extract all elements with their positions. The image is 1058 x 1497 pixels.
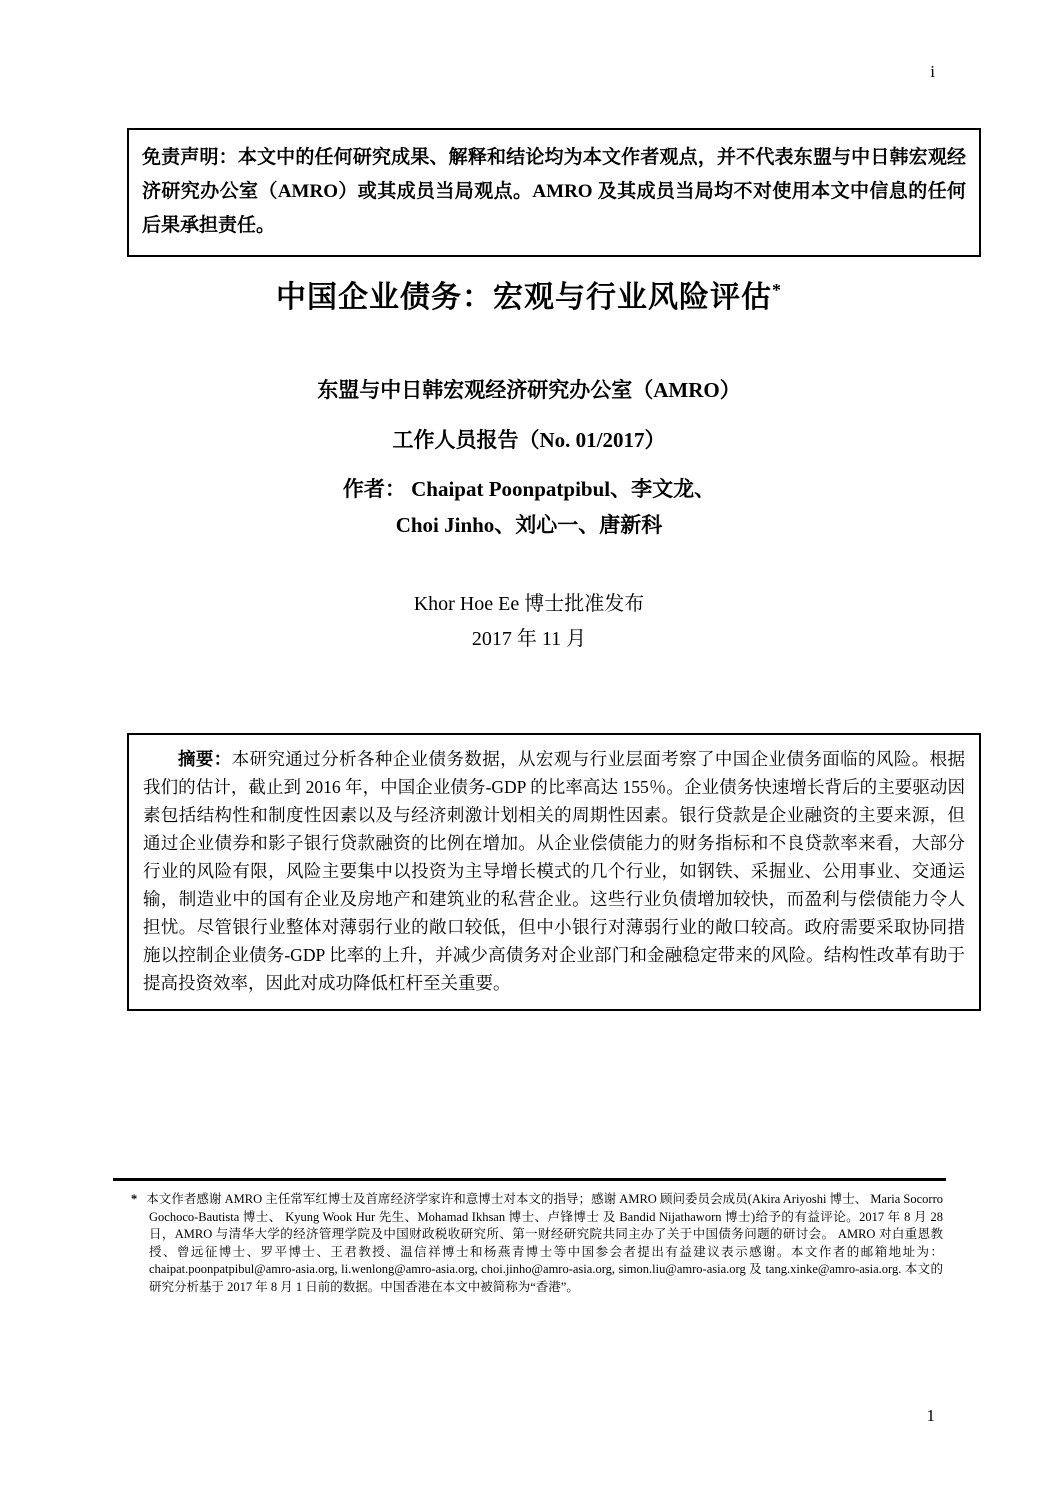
publication-date: 2017 年 11 月: [471, 628, 587, 650]
authors-line-2: Choi Jinho、刘心一、唐新科: [395, 513, 663, 537]
abstract-label: 摘要：: [178, 749, 232, 769]
disclaimer-box: [127, 128, 981, 257]
page-number-top: i: [930, 62, 935, 81]
paper-title-text: 中国企业债务：宏观与行业风险评估: [276, 281, 772, 314]
disclaimer-text: 本文中的任何研究成果、解释和结论均为本文作者观点，并不代表东盟与中日韩宏观经济研究办公室（AMRO）或其成员当局观点。AMRO 及其成员当局均不对使用本文中信息的任何后果承担责任。: [142, 147, 966, 236]
abstract-text: 本研究通过分析各种企业债务数据，从宏观与行业层面考察了中国企业债务面临的风险。根据我们的估计，截止到 2016 年，中国企业债务-GDP 的比率高达 155％。企业债务快速增长背后的主要驱动因素包括结构性和制度性因素以及与经济刺激计划相关的周期性因素。银行贷款是企业融资的主要来源，但通过企业债券和影子银行贷款融资的比例在增加。从企业偿债能力的财务指标和不良贷款率来看，大部分行业的风险有限，风险主要集中以投资为主导增长模式的几个行业，如钢铁、采掘业、公用事业、交通运输，制造业中的国有企业及房地产和建筑业的私营企业。这些行业负债增加较快，而盈利与偿债能力令人担忧。尽管银行业整体对薄弱行业的敞口较低，但中小银行对薄弱行业的敞口较高。政府需要采取协同措施以控制企业债务-GDP 比率的上升，并减少高债务对企业部门和金融稳定带来的风险。结构性改革有助于提高投资效率，因此对成功降低杠杆至关重要。: [143, 749, 965, 993]
title-footnote-marker: *: [772, 280, 782, 300]
authors-line-1: 作者： Chaipat Poonpatpibul、李文龙、: [342, 477, 716, 501]
page-number-bottom: 1: [926, 1406, 935, 1425]
approval-line: Khor Hoe Ee 博士批准发布: [413, 593, 645, 615]
footnote-separator: [113, 1178, 946, 1181]
paper-title: [0, 272, 1058, 316]
abstract-box: [127, 733, 981, 1011]
footnote-marker: *: [131, 1192, 138, 1206]
footnote-text: 本文作者感谢 AMRO 主任常军红博士及首席经济学家许和意博士对本文的指导；感谢 AMRO 顾问委员会成员(Akira Ariyoshi 博士、 Maria Socorro Gochoco-Bautista 博士、 Kyung Wook Hur 先生、Mohamad Ikhsan 博士、卢锋博士 及 Bandid Nijathaworn 博士)给予的有益评论。2017 年 8 月 28 日，AMRO 与清华大学的经济管理学院及中国财政税收研究所、第一财经研究院共同主办了关于中国债务问题的研讨会。 AMRO 对白重恩教授、曾远征博士、罗平博士、王君教授、温信祥博士和杨燕青博士等中国参会者提出有益建议表示感谢。本文作者的邮箱地址为：chaipat.poonpatpibul@amro-asia.org, li.wenlong@amro-asia.org, choi.jinho@amro-asia.org, simon.liu@amro-asia.org 及 tang.xinke@amro-asia.org. 本文的研究分析基于 2017 年 8 月 1 日前的数据。中国香港在本文中被简称为“香港”。: [146, 1192, 943, 1294]
disclaimer-label: 免责声明：: [142, 147, 238, 168]
abstract-paragraph: [143, 745, 965, 997]
report-series-line: 工作人员报告（No. 01/2017）: [392, 428, 666, 452]
footnote: [131, 1191, 943, 1296]
authors-block: [0, 471, 1058, 543]
footnote-paragraph: [131, 1191, 943, 1296]
institution-line: 东盟与中日韩宏观经济研究办公室（AMRO）: [317, 378, 741, 402]
